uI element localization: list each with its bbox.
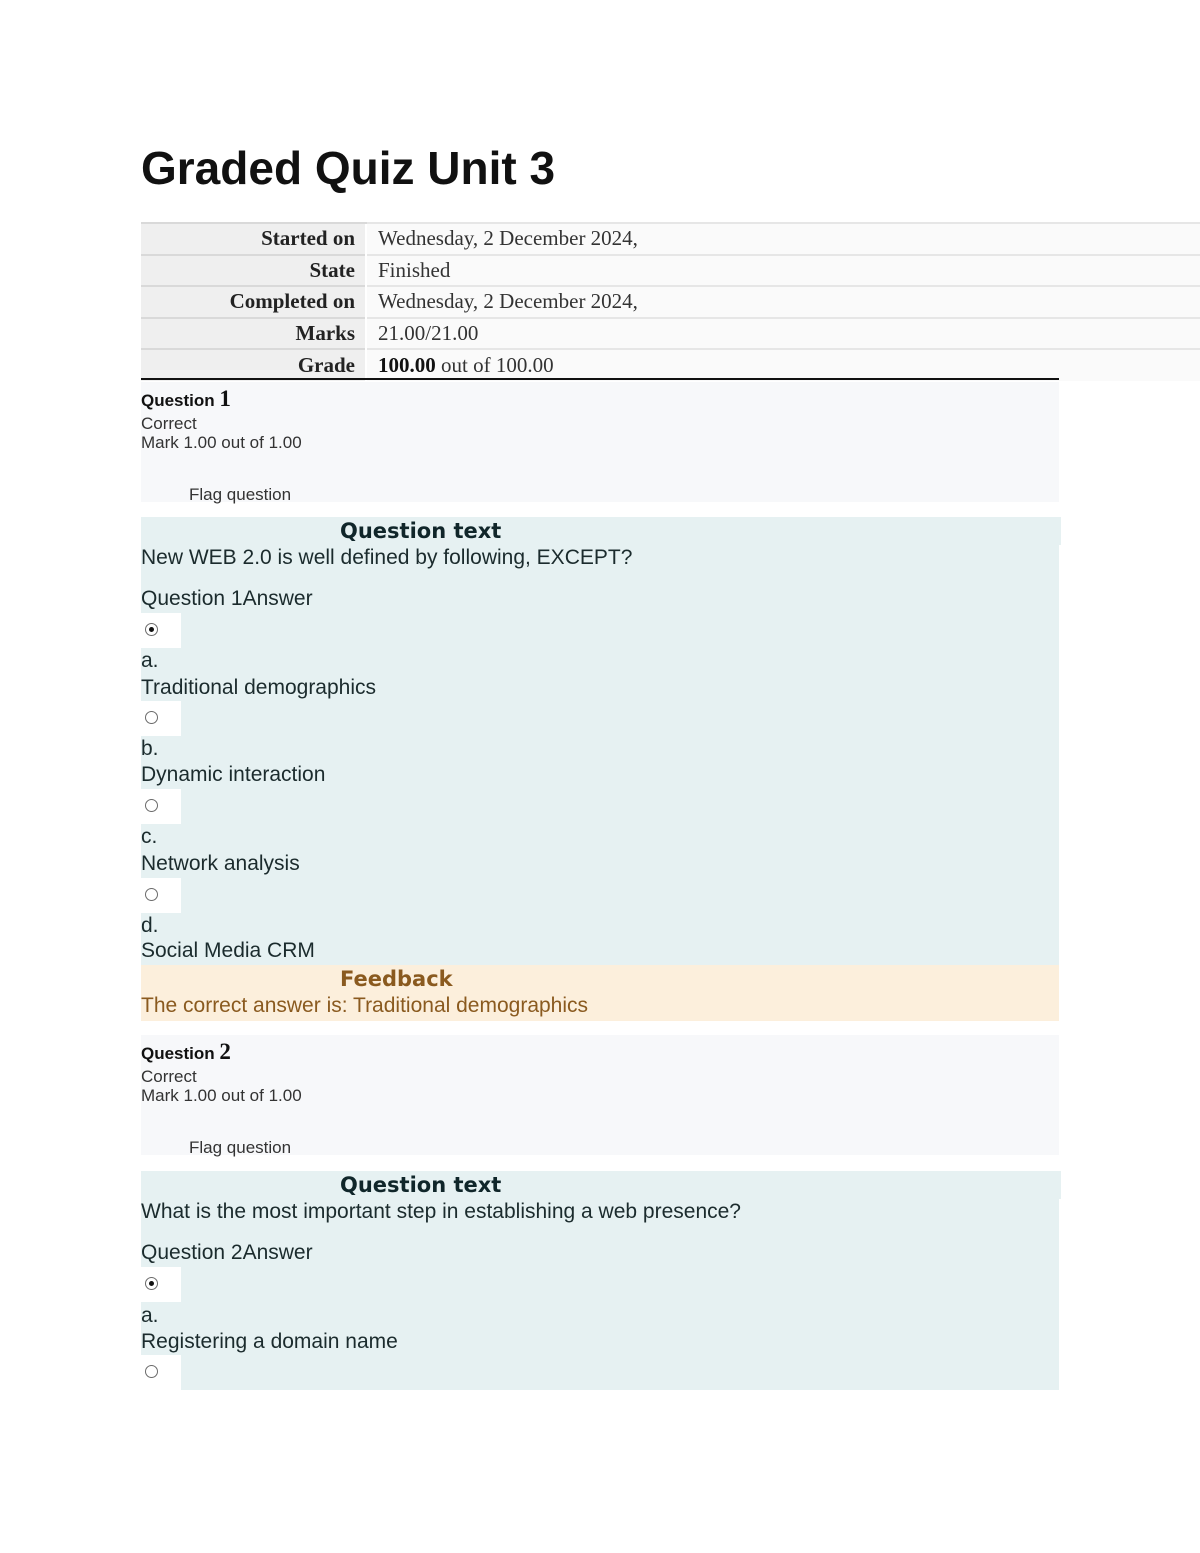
- question-number: [141, 386, 231, 412]
- summary-row-started: [141, 223, 1200, 255]
- summary-label: Completed on: [141, 286, 366, 318]
- summary-label: Marks: [141, 318, 366, 350]
- option-d-label[interactable]: Social Media CRM: [141, 939, 315, 962]
- attempt-summary-table: [141, 222, 1200, 381]
- summary-label: Grade: [141, 349, 366, 381]
- option-a-radio-cell: [141, 1267, 181, 1302]
- option-a-letter: a.: [141, 1304, 159, 1327]
- option-d-radio[interactable]: [145, 888, 158, 901]
- option-a-radio[interactable]: [145, 623, 158, 636]
- option-c-label[interactable]: Network analysis: [141, 852, 300, 875]
- option-b-letter: b.: [141, 737, 159, 760]
- summary-label: State: [141, 255, 366, 287]
- option-c-letter: c.: [141, 825, 158, 848]
- grade-score: 100.00: [378, 353, 436, 378]
- option-a-radio-cell: [141, 613, 181, 648]
- question-content: [141, 1171, 1059, 1390]
- question-text-heading-label: Question text: [340, 1173, 502, 1197]
- option-c-radio[interactable]: [145, 799, 158, 812]
- summary-value: Finished: [366, 255, 1200, 287]
- option-b-label[interactable]: Dynamic interaction: [141, 763, 326, 786]
- question-content: [141, 517, 1059, 965]
- flag-question-link[interactable]: Flag question: [189, 485, 292, 504]
- option-b-radio[interactable]: [145, 1365, 158, 1378]
- answer-label: Question 1Answer: [141, 587, 313, 610]
- summary-value: [366, 349, 1200, 381]
- question-text: What is the most important step in establishing a web presence?: [141, 1200, 741, 1223]
- question-label: Question: [141, 1044, 220, 1063]
- page-title: Graded Quiz Unit 3: [141, 142, 556, 194]
- answer-label: Question 2Answer: [141, 1241, 313, 1264]
- option-d-letter: d.: [141, 914, 159, 937]
- question-mark: Mark 1.00 out of 1.00: [141, 1086, 302, 1105]
- question-text-heading-label: Question text: [340, 519, 502, 543]
- question-number-value: 2: [219, 1039, 231, 1064]
- question-info: [141, 382, 1059, 502]
- summary-value: Wednesday, 2 December 2024,: [366, 223, 1200, 255]
- question-mark: Mark 1.00 out of 1.00: [141, 433, 302, 452]
- summary-row-completed: [141, 286, 1200, 318]
- option-d-radio-cell: [141, 878, 181, 913]
- question-text-heading: [141, 1171, 1061, 1199]
- option-a-label[interactable]: Traditional demographics: [141, 676, 377, 699]
- summary-row-state: [141, 255, 1200, 287]
- question-text-heading: [141, 517, 1061, 545]
- summary-value: 21.00/21.00: [366, 318, 1200, 350]
- option-a-label[interactable]: Registering a domain name: [141, 1330, 398, 1353]
- question-info: [141, 1035, 1059, 1155]
- option-a-letter: a.: [141, 649, 159, 672]
- option-b-radio-cell: [141, 701, 181, 736]
- summary-row-marks: [141, 318, 1200, 350]
- feedback-text: The correct answer is: Traditional demographics: [141, 994, 589, 1017]
- option-c-radio-cell: [141, 789, 181, 824]
- summary-label: Started on: [141, 223, 366, 255]
- question-state: Correct: [141, 1067, 197, 1086]
- question-state: Correct: [141, 414, 197, 433]
- option-a-radio[interactable]: [145, 1277, 158, 1290]
- summary-row-grade: [141, 349, 1200, 381]
- question-number: [141, 1039, 231, 1065]
- flag-question-link[interactable]: Flag question: [189, 1138, 292, 1157]
- feedback-heading: Feedback: [340, 967, 453, 991]
- question-number-value: 1: [219, 386, 231, 411]
- option-b-radio[interactable]: [145, 711, 158, 724]
- feedback-block: [141, 965, 1059, 1021]
- summary-value: Wednesday, 2 December 2024,: [366, 286, 1200, 318]
- option-b-radio-cell: [141, 1355, 181, 1390]
- question-label: Question: [141, 391, 220, 410]
- grade-out-of: out of 100.00: [435, 353, 554, 378]
- question-text: New WEB 2.0 is well defined by following, EXCEPT?: [141, 546, 633, 569]
- summary-divider: [141, 378, 1059, 380]
